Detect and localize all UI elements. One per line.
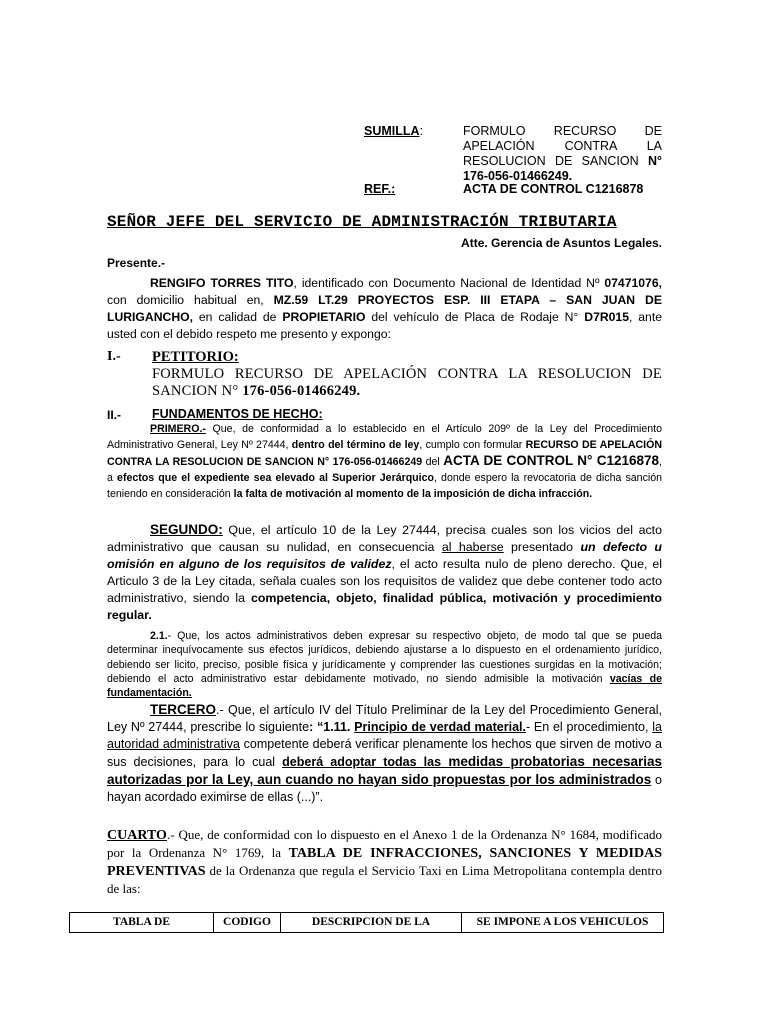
attention-line: Atte. Gerencia de Asuntos Legales. bbox=[461, 236, 662, 250]
fundamentos-number: II.- bbox=[107, 408, 121, 422]
table-header-cell: CODIGO bbox=[214, 913, 281, 933]
subsection-2-1-paragraph: 2.1.- Que, los actos administrativos deben expresar su respectivo objeto, de modo tal que se pueda determinar inequívocamente sus efectos jurídicos, debiendo ajustarse a lo dispuesto en el ordenamiento jurídico, debiendo ser licito, preciso, posible física y jurídicamente y comprender las cuestiones surgidas en la motivación; debiendo el acto administrativo estar debidamente motivado, no siendo admisible la motivación vacías de fundamentación. bbox=[107, 630, 662, 700]
intro-paragraph: RENGIFO TORRES TITO, identificado con Documento Nacional de Identidad Nº 07471076, con domicilio habitual en, MZ.59 LT.29 PROYECTOS ESP. III ETAPA – SAN JUAN DE LURIGANCHO, en calidad de PROPIETARIO del vehículo de Placa de Rodaje N° D7R015, ante usted con el debido respeto me presento y expongo: bbox=[107, 276, 662, 341]
tercero-paragraph: TERCERO.- Que, el artículo IV del Título Preliminar de la Ley del Procedimiento General, Ley Nº 27444, prescribe lo siguiente: “1.11. Principio de verdad material.- En el procedimiento, la autoridad administrativa competente deberá verificar plenamente los hechos que sirven de motivo a sus decisiones, para lo cual deberá adoptar todas las medidas probatorias necesarias autorizadas por la Ley, aun cuando no hayan sido propuestas por los administrados o hayan acordado eximirse de ellas (...)”. bbox=[107, 702, 663, 804]
petitorio-number: I.- bbox=[107, 349, 121, 364]
ref-label: REF.: bbox=[364, 182, 396, 196]
segundo-paragraph: SEGUNDO: Que, el artículo 10 de la Ley 27444, precisa cuales son los vicios del acto administrativo que causan su nulidad, en consecuencia al haberse presentado un defecto u omisión en alguno de los requisitos de validez, el acto resulta nulo de pleno derecho. Que, el Articulo 3 de la Ley citada, señala cuales son los requisitos de validez que debe contener todo acto administrativo, siendo la competencia, objeto, finalidad pública, motivación y procedimiento regular. bbox=[107, 522, 662, 622]
sumilla-text: FORMULO RECURSO DE APELACIÓN CONTRA LA RESOLUCION DE SANCION N° 176-056-01466249. bbox=[463, 124, 662, 183]
addressee-heading: SEÑOR JEFE DEL SERVICIO DE ADMINISTRACIÓN TRIBUTARIA bbox=[107, 213, 617, 231]
fundamentos-label: FUNDAMENTOS DE HECHO: bbox=[152, 407, 323, 421]
table-header-cell: TABLA DE bbox=[70, 913, 214, 933]
sumilla-label: SUMILLA: bbox=[364, 124, 424, 138]
petitorio-label: PETITORIO: bbox=[152, 349, 239, 365]
table-header-row bbox=[70, 913, 664, 933]
ref-text: ACTA DE CONTROL C1216878 bbox=[463, 182, 644, 196]
infractions-table bbox=[69, 912, 664, 933]
presente-line: Presente.- bbox=[107, 256, 166, 270]
primero-paragraph: PRIMERO.- Que, de conformidad a lo establecido en el Artículo 209º de la Ley del Procedimiento Administrativo General, Ley Nº 27444, dentro del término de ley, cumplo con formular RECURSO DE APELACIÓN CONTRA LA RESOLUCION DE SANCION N° 176-056-01466249 del ACTA DE CONTROL N° C1216878, a efectos que el expediente sea elevado al Superior Jerárquico, donde espero la revocatoria de dicha sanción teniendo en consideración la falta de motivación al momento de la imposición de dicha infracción. bbox=[107, 423, 663, 500]
table-header-cell: DESCRIPCION DE LA bbox=[281, 913, 462, 933]
cuarto-paragraph: CUARTO.- Que, de conformidad con lo dispuesto en el Anexo 1 de la Ordenanza N° 1684, modificado por la Ordenanza N° 1769, la TABLA DE INFRACCIONES, SANCIONES Y MEDIDAS PREVENTIVAS de la Ordenanza que regula el Servicio Taxi en Lima Metropolitana contempla dentro de las: bbox=[107, 827, 662, 896]
petitorio-text: FORMULO RECURSO DE APELACIÓN CONTRA LA RESOLUCION DE SANCION N° 176-056-01466249. bbox=[152, 366, 662, 399]
table-header-cell: SE IMPONE A LOS VEHICULOS bbox=[462, 913, 664, 933]
